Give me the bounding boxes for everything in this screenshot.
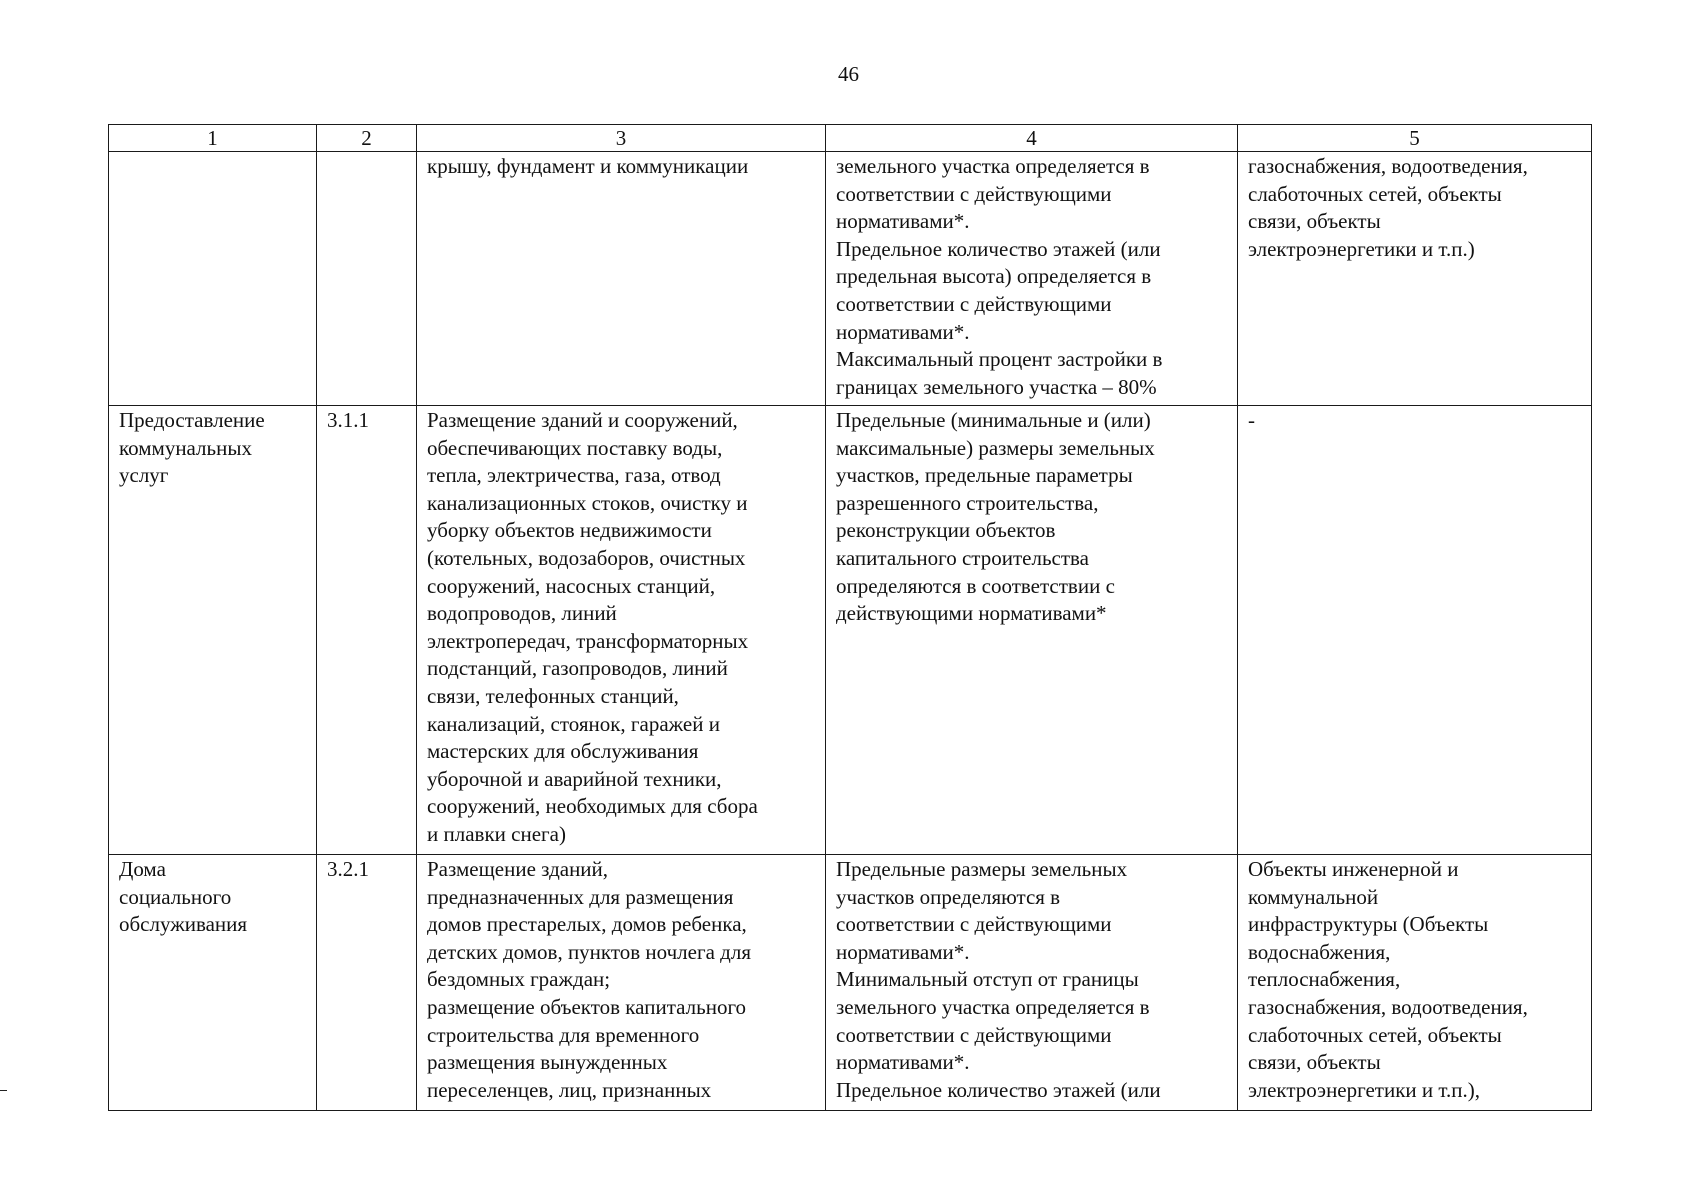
- use-name-cell: Предоставление коммунальных услуг: [109, 406, 317, 855]
- related-objects-cell: газоснабжения, водоотведения, слаботочных сетей, объекты связи, объекты электроэнергетики и т.п.): [1238, 152, 1592, 406]
- parameters-cell: Предельные размеры земельных участков определяются в соответствии с действующими нормативами*. Минимальный отступ от границы земельного участка определяется в соответствии с действующими нормативами*. Предельное количество этажей (или: [826, 855, 1238, 1111]
- margin-mark: [0, 1090, 7, 1091]
- page-number: 46: [838, 62, 859, 86]
- use-description-cell: Размещение зданий и сооружений, обеспечивающих поставку воды, тепла, электричества, газа, отвод канализационных стоков, очистку и уборку объектов недвижимости (котельных, водозаборов, очистных сооружений, насосных станций, водопроводов, линий электропередач, трансформаторных подстанций, газопроводов, линий связи, телефонных станций, канализаций, стоянок, гаражей и мастерских для обслуживания уборочной и аварийной техники, сооружений, необходимых для сбора и плавки снега): [417, 406, 826, 855]
- header-cell-3: 3: [417, 125, 826, 152]
- parameters-cell: Предельные (минимальные и (или) максимальные) размеры земельных участков, предельные параметры разрешенного строительства, реконструкции объектов капитального строительства определяются в соответствии с действующими нормативами*: [826, 406, 1238, 855]
- header-cell-5: 5: [1238, 125, 1592, 152]
- use-code-cell: [317, 152, 417, 406]
- use-name-cell: Дома социального обслуживания: [109, 855, 317, 1111]
- header-cell-4: 4: [826, 125, 1238, 152]
- table-row: [109, 152, 1592, 406]
- related-objects-cell: Объекты инженерной и коммунальной инфраструктуры (Объекты водоснабжения, теплоснабжения, газоснабжения, водоотведения, слаботочных сетей, объекты связи, объекты электроэнергетики и т.п.),: [1238, 855, 1592, 1111]
- header-cell-2: 2: [317, 125, 417, 152]
- use-name-cell: [109, 152, 317, 406]
- use-description-cell: крышу, фундамент и коммуникации: [417, 152, 826, 406]
- header-cell-1: 1: [109, 125, 317, 152]
- parameters-cell: земельного участка определяется в соответствии с действующими нормативами*. Предельное количество этажей (или предельная высота) определяется в соответствии с действующими нормативами*. Максимальный процент застройки в границах земельного участка – 80%: [826, 152, 1238, 406]
- use-description-cell: Размещение зданий, предназначенных для размещения домов престарелых, домов ребенка, детских домов, пунктов ночлега для бездомных граждан; размещение объектов капитального строительства для временного размещения вынужденных переселенцев, лиц, признанных: [417, 855, 826, 1111]
- table-header-row: [109, 125, 1592, 152]
- zoning-table: [108, 124, 1592, 1111]
- table-row: [109, 406, 1592, 855]
- related-objects-cell: -: [1238, 406, 1592, 855]
- table-row: [109, 855, 1592, 1111]
- use-code-cell: 3.2.1: [317, 855, 417, 1111]
- use-code-cell: 3.1.1: [317, 406, 417, 855]
